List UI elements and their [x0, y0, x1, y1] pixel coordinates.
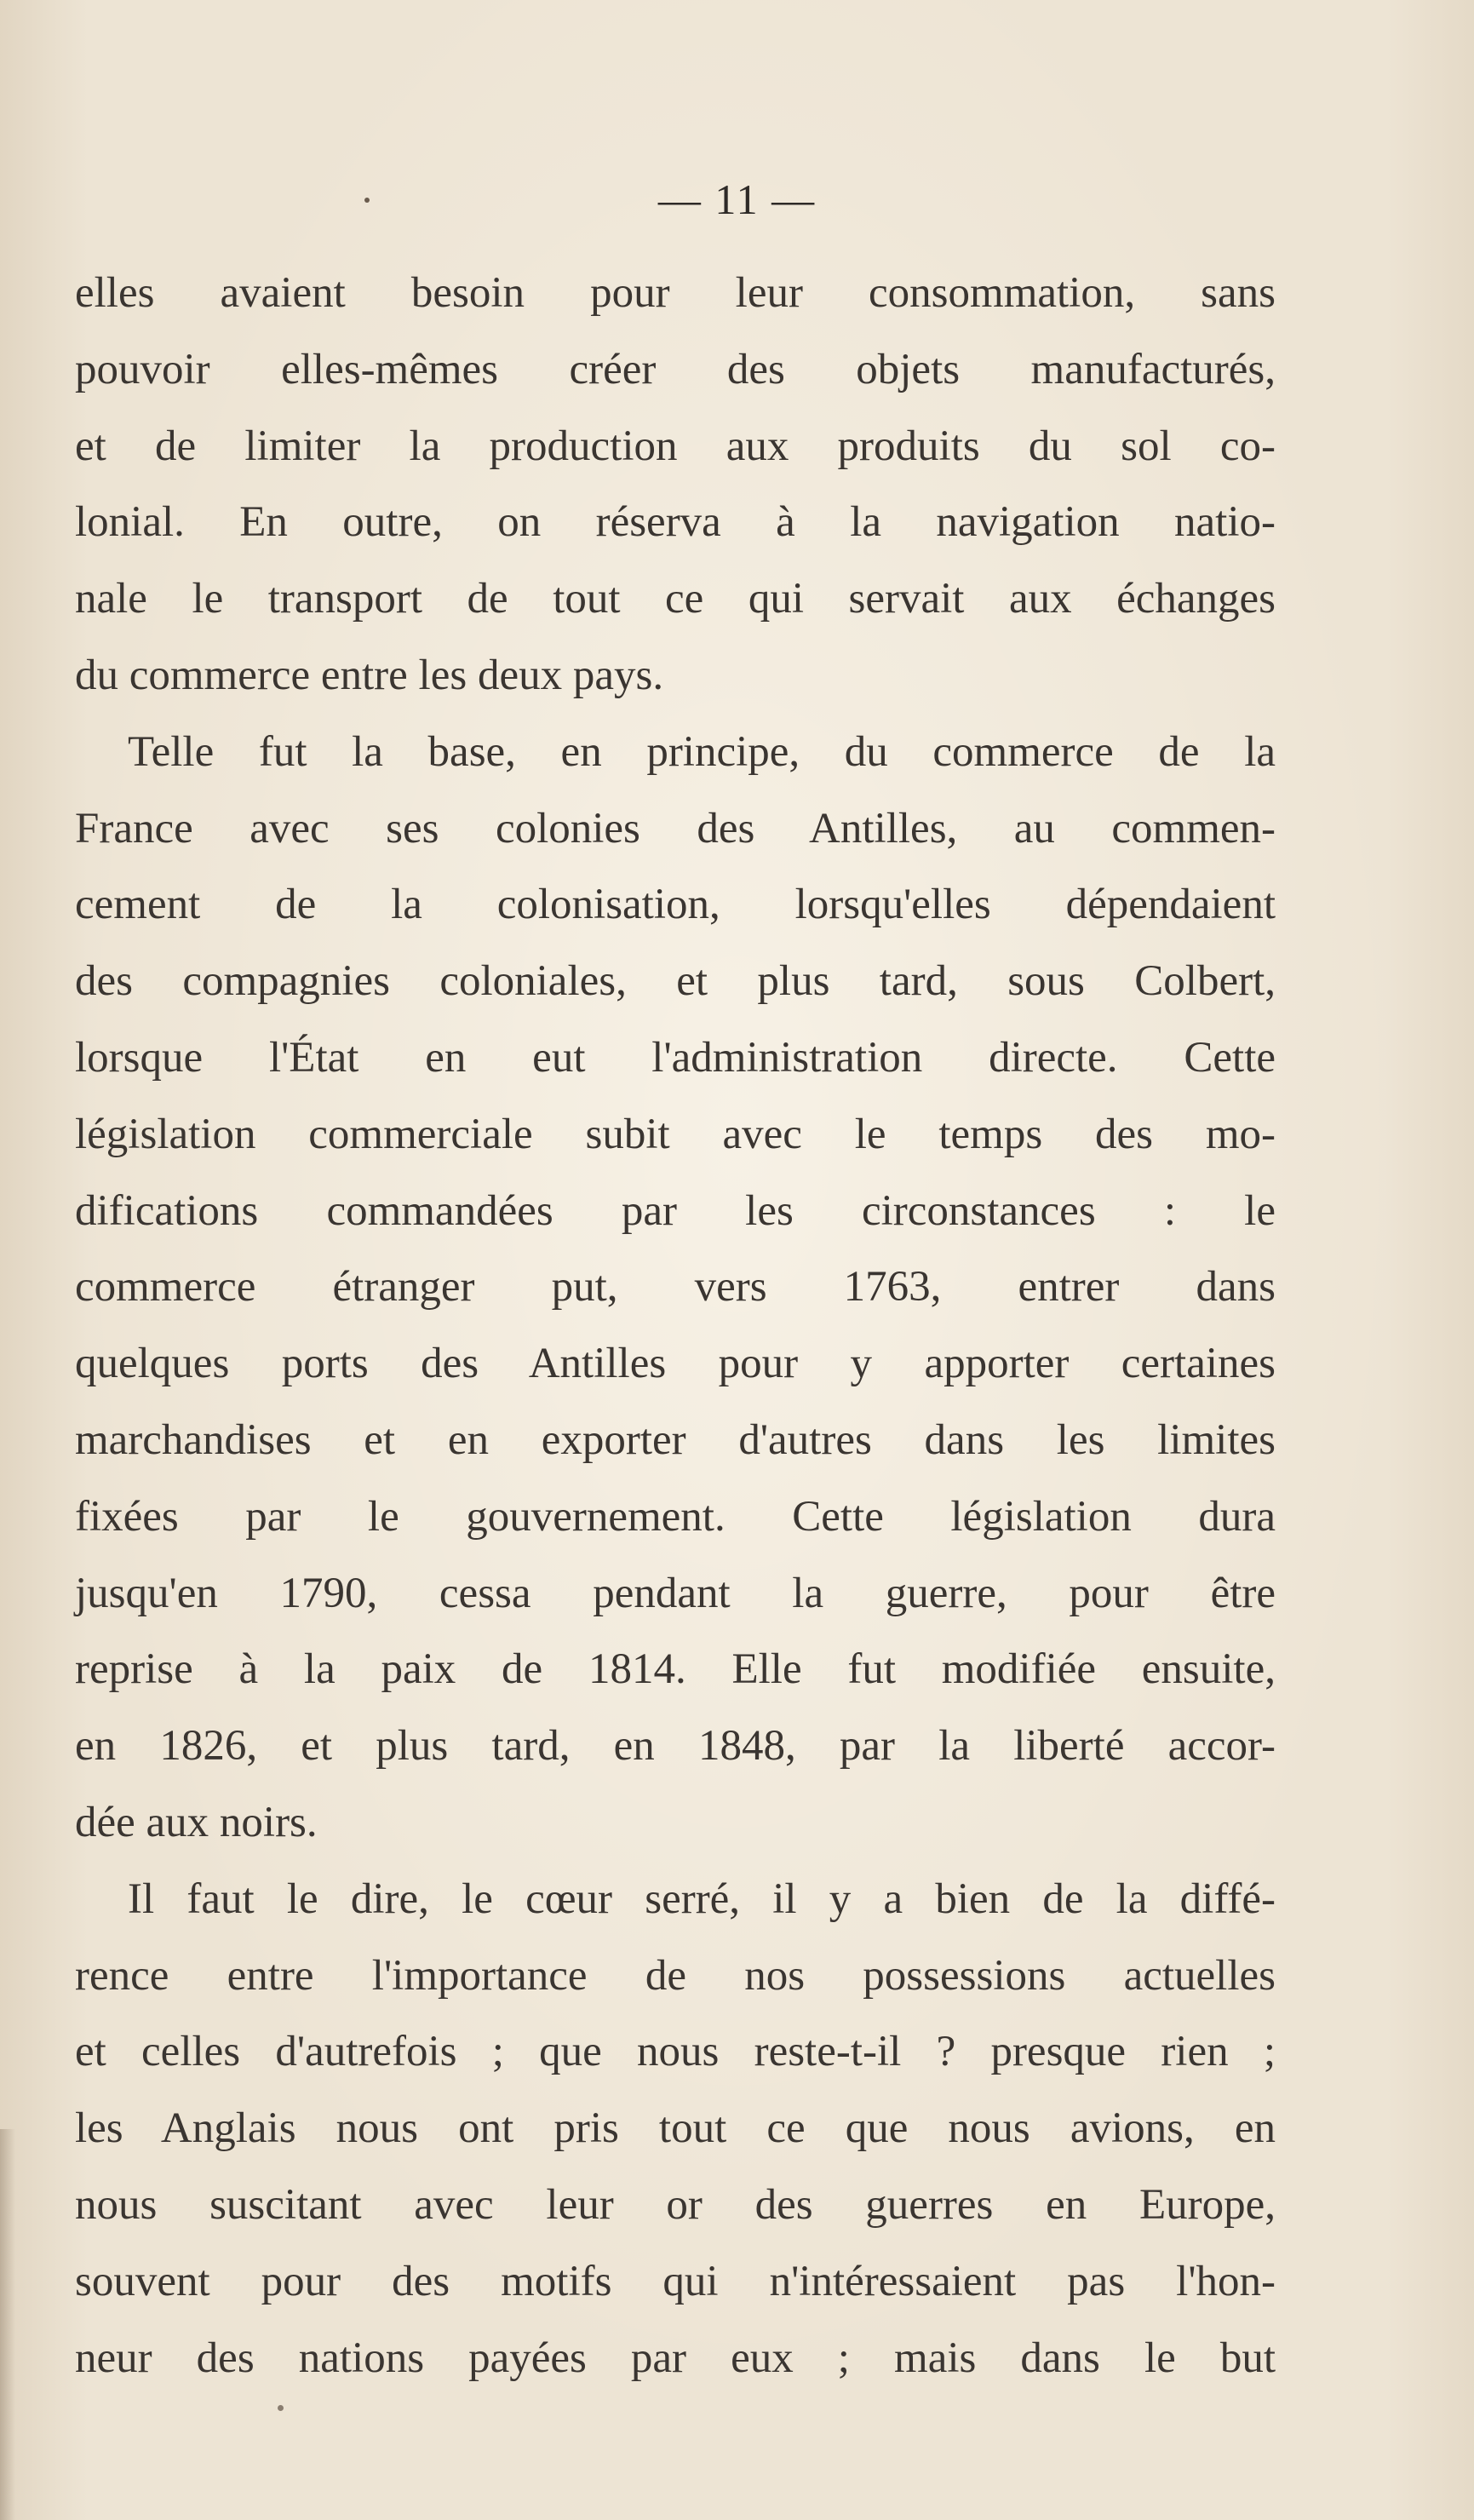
text-line: et de limiter la production aux produits du sol co- [75, 422, 1276, 470]
text-line: en 1826, et plus tard, en 1848, par la liberté accor- [75, 1722, 1276, 1771]
text-line: rence entre l'importance de nos possessions actuelles [75, 1951, 1276, 2000]
text-line: des compagnies coloniales, et plus tard, sous Colbert, [75, 957, 1276, 1006]
text-line: souvent pour des motifs qui n'intéressaient pas l'hon- [75, 2257, 1276, 2305]
page-number: — 11 — [657, 175, 817, 223]
text-line: marchandises et en exporter d'autres dans les limites [75, 1415, 1276, 1464]
paragraph-2 [75, 715, 1276, 1862]
text-line: lorsque l'État en eut l'administration directe. Cette [75, 1033, 1276, 1082]
paragraph-1 [75, 255, 1276, 715]
text-line: neur des nations payées par eux ; mais dans le but [75, 2333, 1276, 2382]
text-line: lonial. En outre, on réserva à la navigation natio- [75, 498, 1276, 547]
page-edge-shadow [0, 2129, 15, 2520]
text-line: législation commerciale subit avec le temps des mo- [75, 1110, 1276, 1158]
text-line: commerce étranger put, vers 1763, entrer dans [75, 1263, 1276, 1312]
text-line: cement de la colonisation, lorsqu'elles dépendaient [75, 881, 1276, 929]
ink-speck [278, 2405, 284, 2411]
text-line: jusqu'en 1790, cessa pendant la guerre, pour être [75, 1569, 1276, 1617]
text-line: Telle fut la base, en principe, du commerce de la [128, 727, 1276, 776]
text-line: elles avaient besoin pour leur consommation, sans [75, 269, 1276, 317]
text-line: pouvoir elles-mêmes créer des objets manufacturés, [75, 345, 1276, 393]
text-line: nous suscitant avec leur or des guerres en Europe, [75, 2180, 1276, 2229]
text-line: du commerce entre les deux pays. [75, 651, 664, 699]
text-line: France avec ses colonies des Antilles, au commen- [75, 804, 1276, 852]
text-line: fixées par le gouvernement. Cette législation dura [75, 1492, 1276, 1541]
text-line: difications commandées par les circonstances : le [75, 1186, 1276, 1235]
text-line: nale le transport de tout ce qui servait aux échanges [75, 575, 1276, 623]
body-text [75, 255, 1276, 2397]
text-line: dée aux noirs. [75, 1798, 318, 1846]
paragraph-3 [75, 1862, 1276, 2397]
text-line: et celles d'autrefois ; que nous reste-t-il ? presque rien ; [75, 2028, 1276, 2076]
text-line: les Anglais nous ont pris tout ce que nous avions, en [75, 2104, 1276, 2153]
text-line: Il faut le dire, le cœur serré, il y a bien de la diffé- [128, 1874, 1276, 1923]
text-line: reprise à la paix de 1814. Elle fut modifiée ensuite, [75, 1645, 1276, 1694]
text-line: quelques ports des Antilles pour y apporter certaines [75, 1340, 1276, 1388]
